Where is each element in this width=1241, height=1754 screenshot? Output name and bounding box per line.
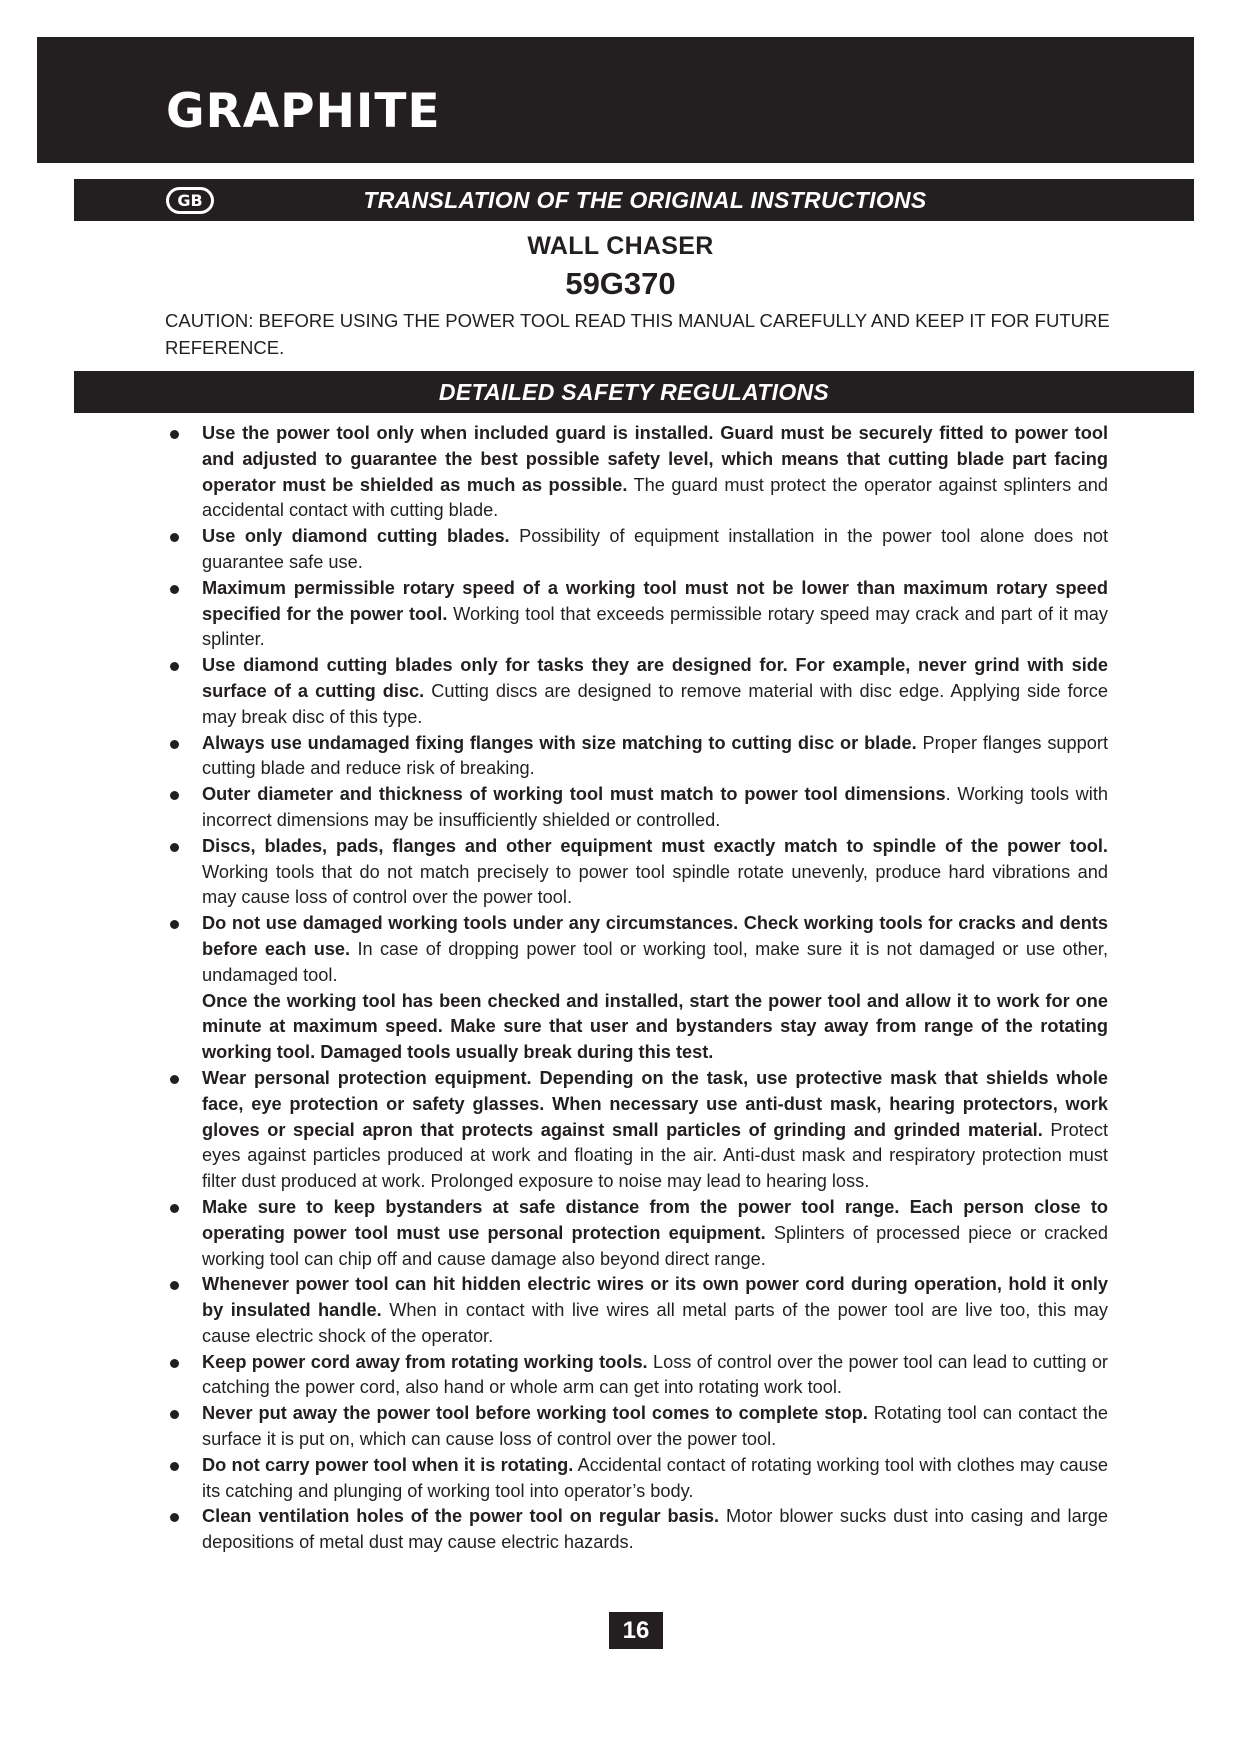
safety-item-heading: Use the power tool only when included guard is installed. Guard must be securely fitted to power tool and adjusted to guarantee the best possible safety level, which means that cutting blade part facing operator must be shielded as much as possible. — [202, 423, 1108, 495]
bullet-icon — [170, 430, 179, 439]
safety-item-text: In case of dropping power tool or working tool, make sure it is not damaged or use other, undamaged tool. — [202, 938, 1108, 985]
translation-bar — [74, 179, 1194, 221]
safety-item-heading: Do not carry power tool when it is rotating. — [202, 1454, 574, 1475]
bullet-icon — [170, 1513, 179, 1522]
safety-item-heading: Keep power cord away from rotating working tools. — [202, 1351, 648, 1372]
safety-item-heading: Clean ventilation holes of the power tool on regular basis. — [202, 1506, 720, 1527]
bullet-icon — [170, 585, 179, 594]
safety-item — [202, 1272, 1108, 1349]
safety-item-text: Rotating tool can contact the surface it is put on, which can cause loss of control over the power tool. — [202, 1403, 1108, 1450]
safety-item-text: Accidental contact of rotating working tool with clothes may cause its catching and plunging of working tool into operator’s body. — [202, 1454, 1108, 1501]
safety-item-text: When in contact with live wires all metal parts of the power tool are live too, this may cause electric shock of the operator. — [202, 1300, 1108, 1346]
safety-item-heading: Wear personal protection equipment. Depending on the task, use protective mask that shields whole face, eye protection or safety glasses. When necessary use anti-dust mask, hearing protectors, work gloves or special apron that protects against small particles of grinding and grinded material. — [202, 1067, 1108, 1140]
page-number: 16 — [609, 1612, 663, 1649]
safety-item-text: The guard must protect the operator against splinters and accidental contact with cutting blade. — [202, 474, 1108, 521]
bullet-icon — [170, 920, 179, 929]
safety-item-text: Working tool that exceeds permissible rotary speed may crack and part of it may splinter. — [202, 603, 1108, 650]
model-number: 59G370 — [565, 266, 676, 301]
bullet-icon — [170, 1410, 179, 1419]
safety-item-text: Proper flanges support cutting blade and reduce risk of breaking. — [202, 732, 1108, 779]
safety-item-extra: Once the working tool has been checked and installed, start the power tool and allow it to work for one minute at maximum speed. Make sure that user and bystanders stay away from range of the rotating working tool. Damaged tools usually break during this test. — [202, 990, 1108, 1063]
safety-item-heading: Discs, blades, pads, flanges and other equipment must exactly match to spindle of the power tool. — [202, 835, 1108, 856]
safety-bar — [74, 371, 1194, 413]
bullet-icon — [170, 1462, 179, 1471]
safety-item-text: Possibility of equipment installation in the power tool alone does not guarantee safe use. — [202, 526, 1108, 572]
bullet-icon — [170, 662, 179, 671]
safety-item — [202, 731, 1108, 783]
safety-item — [202, 1453, 1108, 1505]
bullet-icon — [170, 1075, 179, 1084]
safety-item — [202, 1401, 1108, 1453]
safety-item — [202, 421, 1108, 524]
bullet-icon — [170, 791, 179, 800]
safety-title: DETAILED SAFETY REGULATIONS — [438, 379, 830, 405]
safety-item-heading: Never put away the power tool before working tool comes to complete stop. — [202, 1403, 868, 1424]
safety-item-text: Motor blower sucks dust into casing and large depositions of metal dust may cause electric hazards. — [202, 1506, 1109, 1553]
bullet-icon — [170, 843, 179, 852]
safety-item — [202, 524, 1108, 576]
bullet-icon — [170, 1204, 179, 1213]
safety-list — [202, 421, 1108, 1556]
safety-item-text: Cutting discs are designed to remove material with disc edge. Applying side force may break disc of this type. — [202, 680, 1108, 727]
safety-item-heading: Whenever power tool can hit hidden electric wires or its own power cord during operation, hold it only by insulated handle. — [202, 1274, 1108, 1321]
safety-item-text: Loss of control over the power tool can lead to cutting or catching the power cord, also hand or whole arm can get into rotating work tool. — [202, 1351, 1108, 1398]
language-badge: GB — [166, 187, 214, 214]
safety-item — [202, 1504, 1108, 1556]
safety-item — [202, 834, 1108, 911]
safety-item-heading: Always use undamaged fixing flanges with size matching to cutting disc or blade. — [202, 732, 917, 753]
safety-item-heading: Make sure to keep bystanders at safe distance from the power tool range. Each person close to operating power tool must use personal protection equipment. — [202, 1196, 1108, 1243]
safety-item — [202, 911, 1108, 1066]
safety-item — [202, 653, 1108, 730]
safety-item — [202, 1195, 1108, 1272]
safety-item — [202, 576, 1108, 653]
safety-item-text: . Working tools with incorrect dimensions may be insufficiently shielded or controlled. — [202, 784, 1108, 830]
safety-item-heading: Maximum permissible rotary speed of a working tool must not be lower than maximum rotary speed specified for the power tool. — [202, 577, 1108, 624]
bullet-icon — [170, 740, 179, 749]
safety-item-heading: Outer diameter and thickness of working tool must match to power tool dimensions — [202, 784, 946, 805]
safety-item-text: Working tools that do not match precisely to power tool spindle rotate unevenly, produce hard vibrations and may cause loss of control over the power tool. — [202, 861, 1108, 908]
bullet-icon — [170, 1281, 179, 1290]
safety-item — [202, 782, 1108, 834]
bullet-icon — [170, 1359, 179, 1368]
safety-item-text: Protect eyes against particles produced at work and floating in the air. Anti-dust mask and respiratory protection must filter dust produced at work. Prolonged exposure to noise may lead to hearing loss. — [202, 1119, 1108, 1192]
safety-item — [202, 1066, 1108, 1195]
bullet-icon — [170, 533, 179, 542]
safety-item — [202, 1350, 1108, 1402]
translation-title: TRANSLATION OF THE ORIGINAL INSTRUCTIONS — [363, 187, 927, 213]
caution-text: CAUTION: BEFORE USING THE POWER TOOL READ THIS MANUAL CAREFULLY AND KEEP IT FOR FUTURE REFERENCE. — [165, 310, 1110, 358]
safety-item-heading: Use diamond cutting blades only for tasks they are designed for. For example, never grind with side surface of a cutting disc. — [202, 655, 1108, 701]
safety-item-heading: Do not use damaged working tools under any circumstances. Check working tools for cracks and dents before each use. — [202, 913, 1108, 959]
safety-item-text: Splinters of processed piece or cracked working tool can chip off and cause damage also beyond direct range. — [202, 1222, 1108, 1269]
brand-logo: GRAPHITE — [166, 84, 441, 139]
safety-item-heading: Use only diamond cutting blades. — [202, 526, 510, 547]
product-name: WALL CHASER — [527, 232, 714, 260]
